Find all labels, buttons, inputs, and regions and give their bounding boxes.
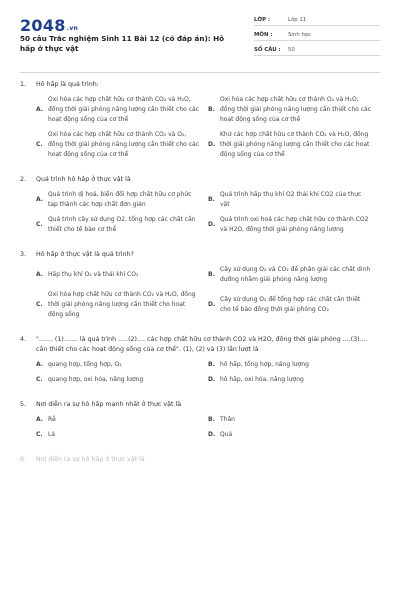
option-letter: D. xyxy=(208,301,216,308)
option-text: Rễ xyxy=(48,416,56,423)
answer-option[interactable] xyxy=(208,265,380,285)
meta-table xyxy=(254,14,380,59)
answer-option[interactable] xyxy=(208,95,380,125)
option-text: Lá xyxy=(48,431,56,438)
answer-option[interactable] xyxy=(36,130,208,160)
option-text: Quá trình dị hoá, biến đổi hợp chất hữu cơ phức tạp thành các hợp chất đơn giản xyxy=(48,191,192,208)
option-letter: B. xyxy=(208,361,215,368)
option-letter: A. xyxy=(36,106,44,113)
option-text: Oxi hóa các hợp chất hữu cơ thành O₂ và H₂O, đồng thời giải phóng năng lượng cần thiết cho các hoạt động sống của cơ thể xyxy=(220,96,371,123)
logo-text: 2048 xyxy=(20,16,66,35)
question-stem xyxy=(20,400,380,410)
option-text: Quá trình hấp thụ khí O2 thải khí CO2 của thực vật xyxy=(220,191,362,208)
page-header xyxy=(20,14,380,64)
question-stem xyxy=(20,175,380,185)
option-text: hô hấp, oxi hóa, năng lượng xyxy=(220,376,304,383)
answer-option[interactable] xyxy=(36,95,208,125)
answer-option[interactable] xyxy=(208,375,380,385)
option-text: Quá trình oxi hoá các hợp chất hữu cơ thành CO2 và H2O, đồng thời giải phóng năng lượng xyxy=(220,216,369,233)
option-letter: D. xyxy=(208,376,216,383)
meta-value: Sinh học xyxy=(288,31,312,38)
option-letter: B. xyxy=(208,271,215,278)
option-letter: C. xyxy=(36,301,43,308)
question-text: Hô hấp là quá trình: xyxy=(36,81,99,88)
question-stem xyxy=(20,335,380,355)
answer-option[interactable] xyxy=(36,415,208,425)
question-stem xyxy=(20,80,380,90)
options xyxy=(20,415,380,445)
option-text: Cây sử dụng O₂ để tổng hợp các chất cần thiết cho tế bào đồng thời giải phóng CO₂ xyxy=(220,296,361,313)
question-number: 1. xyxy=(20,81,27,88)
option-letter: B. xyxy=(208,416,215,423)
option-letter: D. xyxy=(208,221,216,228)
options xyxy=(20,95,380,165)
option-letter: D. xyxy=(208,141,216,148)
options xyxy=(20,265,380,325)
option-letter: C. xyxy=(36,431,43,438)
meta-row-count xyxy=(254,44,380,56)
meta-value: 50 xyxy=(288,46,295,53)
question xyxy=(20,175,380,240)
question-list xyxy=(20,80,380,475)
question-text: Quá trình hô hấp ở thực vật là xyxy=(36,176,131,183)
option-letter: A. xyxy=(36,361,44,368)
site-logo[interactable] xyxy=(20,16,78,35)
option-text: Khử các hợp chất hữu cơ thành CO₂ và H₂O, đồng thời giải phóng năng lượng cần thiết cho các hoạt động sống của cơ thể xyxy=(220,131,370,158)
option-letter: C. xyxy=(36,141,43,148)
option-letter: C. xyxy=(36,376,43,383)
question-number: 3. xyxy=(20,251,27,258)
question-number: 2. xyxy=(20,176,27,183)
option-text: quang hợp, oxi hóa, năng lượng xyxy=(48,376,144,383)
option-text: quang hợp, tổng hợp, O₂ xyxy=(48,361,122,368)
answer-option[interactable] xyxy=(208,215,380,235)
question-number: 5. xyxy=(20,401,27,408)
option-text: Oxi hóa hợp chất hữu cơ thành CO₂ và H₂O, đồng thời giải phóng năng lượng cần thiết cho hoạt động sống xyxy=(48,291,196,318)
meta-row-subject xyxy=(254,29,380,41)
answer-option[interactable] xyxy=(208,290,380,320)
answer-option[interactable] xyxy=(208,360,380,370)
question xyxy=(20,400,380,445)
answer-option[interactable] xyxy=(208,130,380,160)
answer-option[interactable] xyxy=(36,360,208,370)
options xyxy=(20,360,380,390)
meta-key: LỚP : xyxy=(254,16,271,23)
option-text: Cây sử dụng O₂ và CO₂ để phân giải các chất dinh dưỡng nhằm giải phóng năng lượng xyxy=(220,266,371,283)
answer-option[interactable] xyxy=(36,430,208,440)
meta-row-class xyxy=(254,14,380,26)
option-text: Hấp thụ khí O₂ và thải khí CO₂ xyxy=(48,271,139,278)
option-letter: A. xyxy=(36,416,44,423)
question-text: Nơi diễn ra sự hô hấp mạnh nhất ở thực vật là xyxy=(36,401,182,408)
document-title: 50 câu Trắc nghiệm Sinh 11 Bài 12 (có đáp án): Hô hấp ở thực vật xyxy=(20,34,225,53)
logo-suffix: .vn xyxy=(66,25,79,32)
question xyxy=(20,80,380,165)
meta-key: SỐ CÂU : xyxy=(254,46,281,53)
option-text: hô hấp, tổng hợp, năng lượng xyxy=(220,361,309,368)
option-text: Oxi hóa các hợp chất hữu cơ thành CO₂ và H₂O, đồng thời giải phóng năng lượng cần thiết cho các hoạt động sống của cơ thể xyxy=(48,96,199,123)
option-letter: D. xyxy=(208,431,216,438)
answer-option[interactable] xyxy=(208,415,380,425)
question-number: 6. xyxy=(20,456,27,463)
option-letter: A. xyxy=(36,271,44,278)
option-text: Thân xyxy=(220,416,235,423)
question-stem xyxy=(20,455,380,465)
answer-option[interactable] xyxy=(208,190,380,210)
question-text: "....... (1)....... là quá trình .....(2).... các hợp chất hữu cơ thành CO2 và H2O, đồng thời giải phóng ....(3).... cần thiết cho các hoạt động sống của cơ thể". (1), (2) và (3) lần lượt là xyxy=(36,336,368,353)
answer-option[interactable] xyxy=(36,265,208,285)
answer-option[interactable] xyxy=(208,430,380,440)
question-text: Hô hấp ở thực vật là quá trình? xyxy=(36,251,134,258)
header-divider xyxy=(20,72,380,73)
option-letter: B. xyxy=(208,106,215,113)
meta-key: MÔN : xyxy=(254,31,273,38)
option-text: Quá trình cây sử dụng O2, tổng hợp các chất cần thiết cho tế bào cơ thể xyxy=(48,216,196,233)
answer-option[interactable] xyxy=(36,290,208,320)
option-letter: A. xyxy=(36,196,44,203)
question xyxy=(20,335,380,390)
question-text: Nơi diễn ra sự hô hấp ở thực vật là xyxy=(36,456,145,463)
question xyxy=(20,250,380,325)
options xyxy=(20,190,380,240)
option-text: Quả xyxy=(220,431,233,438)
question xyxy=(20,455,380,465)
question-stem xyxy=(20,250,380,260)
question-number: 4. xyxy=(20,336,27,343)
answer-option[interactable] xyxy=(36,375,208,385)
option-letter: C. xyxy=(36,221,43,228)
answer-option[interactable] xyxy=(36,215,208,235)
meta-value: Lớp 11 xyxy=(288,16,307,23)
option-letter: B. xyxy=(208,196,215,203)
option-text: Oxi hóa các hợp chất hữu cơ thành CO₂ và O₂, đồng thời giải phóng năng lượng cần thiết cho các hoạt động sống của cơ thể xyxy=(48,131,199,158)
answer-option[interactable] xyxy=(36,190,208,210)
